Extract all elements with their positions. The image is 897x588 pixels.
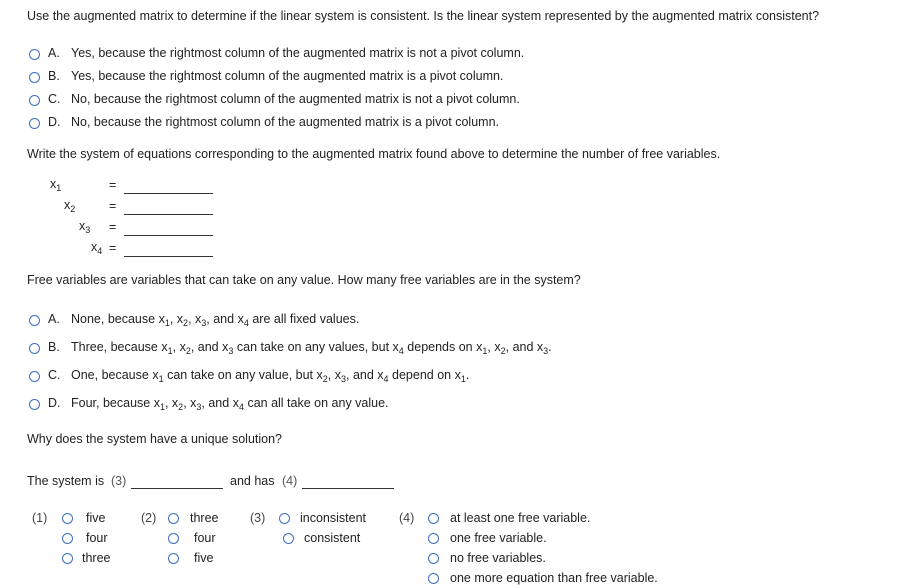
option-letter: B. <box>48 69 60 83</box>
radio-button[interactable] <box>29 72 40 83</box>
radio-button[interactable] <box>29 371 40 382</box>
radio-button[interactable] <box>428 573 439 584</box>
inline-variable: $x_2$ <box>176 312 189 328</box>
radio-button[interactable] <box>428 533 439 544</box>
group-number: (3) <box>250 511 266 525</box>
inline-variable: $x_1$ <box>152 368 164 384</box>
inline-variable: $x_4$ <box>232 396 244 412</box>
inline-variable: $x_1$ <box>454 368 466 384</box>
question-1-prompt: Use the augmented matrix to determine if the linear system is consistent. Is the linear system represented by the augmented matrix consistent? <box>27 9 820 23</box>
answer-blank-2[interactable] <box>124 214 213 215</box>
choice-label: five <box>194 551 214 565</box>
dropdown-3-blank[interactable] <box>131 488 223 489</box>
option-letter: D. <box>48 396 61 410</box>
radio-button[interactable] <box>428 553 439 564</box>
answer-blank-4[interactable] <box>124 256 213 257</box>
inline-variable: $x_1$ <box>161 340 173 356</box>
option-letter: C. <box>48 368 61 382</box>
option-text: Yes, because the rightmost column of the augmented matrix is not a pivot column. <box>71 46 525 60</box>
radio-button[interactable] <box>29 118 40 129</box>
option-text: No, because the rightmost column of the augmented matrix is a pivot column. <box>71 115 499 129</box>
radio-button[interactable] <box>29 399 40 410</box>
inline-variable: $x_3$ <box>190 396 202 412</box>
question-3-prompt: Free variables are variables that can take on any value. How many free variables are in the system? <box>27 273 581 287</box>
option-letter: A. <box>48 312 60 326</box>
option-text: One, because $x_1$ can take on any value, but $x_2$, $x_3$, and $x_4$ depend on $x_1$. <box>71 368 470 384</box>
choice-label: one free variable. <box>450 531 547 545</box>
variable-label: $x_4$ <box>91 240 103 256</box>
option-letter: B. <box>48 340 60 354</box>
group-number: (4) <box>399 511 415 525</box>
variable-label: $x_2$ <box>64 198 76 214</box>
equals-sign: = <box>109 241 117 255</box>
choice-label: five <box>86 511 106 525</box>
answer-blank-1[interactable] <box>124 193 213 194</box>
sentence-start: The system is <box>27 474 105 488</box>
option-text: Four, because $x_1$, $x_2$, $x_3$, and $x_4$ can all take on any value. <box>71 396 389 412</box>
inline-variable: $x_2$ <box>316 368 328 384</box>
group-number: (2) <box>141 511 157 525</box>
choice-label: at least one free variable. <box>450 511 591 525</box>
question-2-prompt: Write the system of equations corresponding to the augmented matrix found above to determine the number of free variables. <box>27 147 721 161</box>
sentence-mid: and has <box>230 474 275 488</box>
radio-button[interactable] <box>29 315 40 326</box>
radio-button[interactable] <box>62 553 73 564</box>
radio-button[interactable] <box>168 553 179 564</box>
inline-variable: $x_2$ <box>171 396 184 412</box>
dropdown-3-label: (3) <box>111 474 127 488</box>
option-letter: C. <box>48 92 61 106</box>
inline-variable: $x_4$ <box>392 340 404 356</box>
group-number: (1) <box>32 511 48 525</box>
inline-variable: $x_1$ <box>158 312 170 328</box>
choice-label: one more equation than free variable. <box>450 571 658 585</box>
equals-sign: = <box>109 220 117 234</box>
choice-label: three <box>190 511 219 525</box>
inline-variable: $x_3$ <box>195 312 207 328</box>
choice-label: no free variables. <box>450 551 546 565</box>
inline-variable: $x_3$ <box>222 340 234 356</box>
option-text: No, because the rightmost column of the augmented matrix is not a pivot column. <box>71 92 520 106</box>
radio-button[interactable] <box>279 513 290 524</box>
inline-variable: $x_4$ <box>377 368 389 384</box>
radio-button[interactable] <box>62 533 73 544</box>
variable-label: $x_1$ <box>50 177 62 193</box>
radio-button[interactable] <box>428 513 439 524</box>
inline-variable: $x_3$ <box>334 368 346 384</box>
choice-label: four <box>194 531 216 545</box>
answer-blank-3[interactable] <box>124 235 213 236</box>
radio-button[interactable] <box>29 95 40 106</box>
radio-button[interactable] <box>29 49 40 60</box>
choice-label: four <box>86 531 108 545</box>
option-text: Yes, because the rightmost column of the augmented matrix is a pivot column. <box>71 69 504 83</box>
variable-label: $x_3$ <box>79 219 91 235</box>
radio-button[interactable] <box>283 533 294 544</box>
choice-label: inconsistent <box>300 511 367 525</box>
inline-variable: $x_2$ <box>494 340 506 356</box>
equals-sign: = <box>109 199 117 213</box>
inline-variable: $x_1$ <box>476 340 488 356</box>
equals-sign: = <box>109 178 117 192</box>
option-text: None, because $x_1$, $x_2$, $x_3$, and $x_4$ are all fixed values. <box>71 312 360 328</box>
inline-variable: $x_4$ <box>237 312 249 328</box>
radio-button[interactable] <box>168 533 179 544</box>
radio-button[interactable] <box>168 513 179 524</box>
option-letter: D. <box>48 115 61 129</box>
inline-variable: $x_2$ <box>179 340 191 356</box>
option-text: Three, because $x_1$, $x_2$, and $x_3$ can take on any values, but $x_4$ depends on $x_1$, $x_2$, and $x_3$. <box>71 340 552 356</box>
inline-variable: $x_3$ <box>536 340 549 356</box>
choice-label: consistent <box>304 531 361 545</box>
question-4-prompt: Why does the system have a unique solution? <box>27 432 283 446</box>
option-letter: A. <box>48 46 60 60</box>
choice-label: three <box>82 551 111 565</box>
dropdown-4-label: (4) <box>282 474 298 488</box>
inline-variable: $x_1$ <box>153 396 165 412</box>
dropdown-4-blank[interactable] <box>302 488 394 489</box>
radio-button[interactable] <box>62 513 73 524</box>
radio-button[interactable] <box>29 343 40 354</box>
